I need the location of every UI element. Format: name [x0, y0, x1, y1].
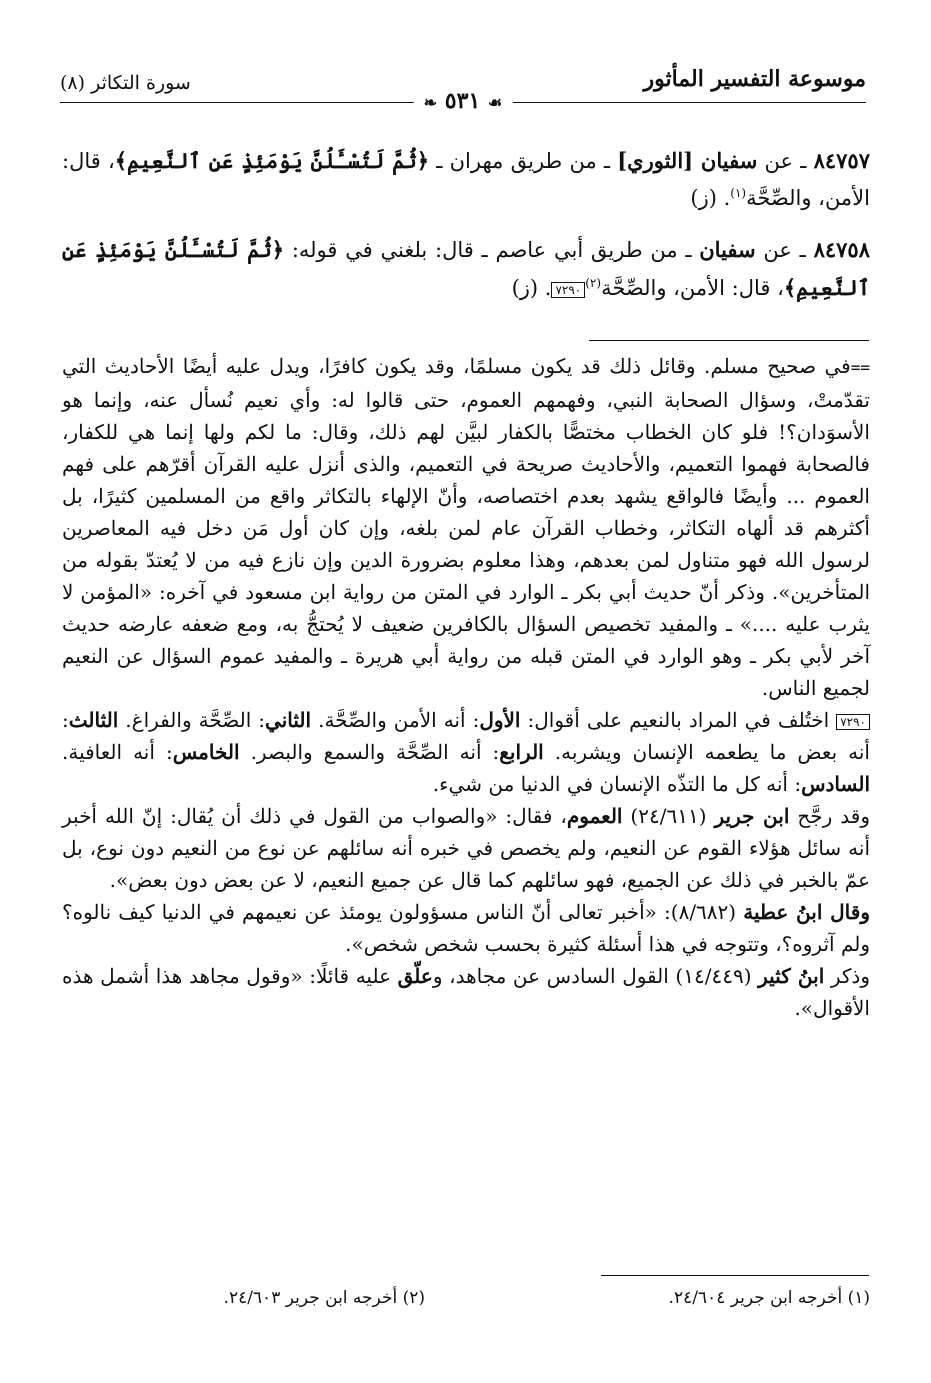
note-text: وذكر	[824, 964, 871, 988]
page-number-box	[414, 88, 513, 114]
entry-84757	[62, 142, 870, 217]
surah-title: سورة التكاثر (٨)	[60, 72, 191, 94]
opinion-label: الخامس	[172, 740, 240, 764]
page-number: ٥٣١	[444, 88, 481, 114]
book-title: موسوعة التفسير المأثور	[643, 66, 866, 92]
note-paragraph-4	[62, 896, 870, 960]
narrator-name: سفيان	[699, 237, 756, 262]
entry-number: ٨٤٧٥٨	[813, 237, 870, 262]
note-paragraph-2	[62, 704, 870, 800]
scholar-name: ابنُ كثير	[758, 964, 825, 988]
opinion-label: السادس	[801, 772, 870, 796]
note-marker-box: ٧٢٩٠	[836, 714, 870, 730]
footnote-ref: (١)	[730, 186, 747, 200]
opinion-label: الثاني	[265, 708, 312, 732]
quran-verse: ﴿ثُمَّ لَتُسْـَٔلُنَّ يَوْمَئِذٍ عَنِ ٱلنَّعِيمِ﴾	[114, 148, 430, 173]
entry-prefix: ـ عن	[757, 149, 814, 173]
opinion-label: الثالث	[68, 708, 119, 732]
opinion-label: الرابع	[499, 740, 544, 764]
commentary-notes	[62, 350, 870, 1024]
entry-prefix: ـ عن	[755, 238, 814, 262]
main-text	[62, 142, 870, 321]
ornament-left-icon: ❧	[423, 93, 438, 112]
note-text: اختُلف في المراد بالنعيم على أقوال:	[520, 708, 837, 732]
ornament-right-icon: ☙	[487, 93, 503, 112]
opinion-label: الأول	[479, 708, 521, 732]
section-divider	[589, 340, 869, 341]
note-text: ، فقال: «والصواب من القول في ذلك أن يُقال: إنّ الله أخبر أنه سائل هؤلاء القوم عن النعيم، ولم يخصص في خبره أنه سائلهم عن نوع من النعيم دون نوع، بل عمّ بالخبر في ذلك عن الجميع، فهو سائلهم كما قال عن جميع النعيم، لا عن بعض دون بعض».	[62, 804, 871, 892]
note-marker-box: ٧٢٩٠	[551, 282, 585, 298]
note-text: : أنه العافية.	[62, 740, 173, 764]
quran-verse: ﴿ثُمَّ لَتُسْـَٔلُنَّ يَوْمَئِذٍ عَنِ ٱلنَّعِيمِ﴾	[62, 237, 870, 300]
entry-chain: ـ من طريق أبي عاصم ـ قال: بلغني في قوله:	[284, 238, 700, 262]
note-text: : أنه بعض ما يطعمه الإنسان ويشربه.	[62, 708, 870, 764]
note-bold: وقال	[822, 900, 870, 924]
entry-source: . (ز)	[690, 186, 731, 210]
entry-text: ، قال: الأمن، والصِّحَّة	[601, 276, 784, 300]
note-ref: (٢٤/٦١١)	[622, 804, 715, 828]
footnote-ref: (٢)	[585, 276, 602, 290]
note-text: (٨/٦٨٢): «أخبر تعالى أنّ الناس مسؤولون يومئذ عن نعيمهم في الدنيا كيف نالوه؟ ولم آثروه؟، وتتوجه في هذا أسئلة كثيرة بحسب شخص شخص».	[62, 900, 870, 956]
narrator-name: سفيان [الثوري]	[617, 148, 758, 173]
entry-text: ، قال: الأمن، والصِّحَّة	[62, 149, 870, 210]
entry-source: . (ز)	[511, 276, 552, 300]
note-text: : أنه الأمن والصِّحَّة.	[311, 708, 480, 732]
note-paragraph-5	[62, 960, 870, 1024]
page-header	[60, 58, 866, 122]
scholar-name: ابنُ عطية	[743, 900, 823, 924]
entry-84758	[62, 231, 870, 307]
footnote-rule	[601, 1275, 869, 1276]
note-text: في صحيح مسلم. وقائل ذلك قد يكون مسلمًا، وقد يكون كافرًا، ويدل عليه أيضًا الأحاديث التي تقدّمتْ، وسؤال الصحابة النبي، وفهمهم العموم، حتى قالوا له: وأي نعيم نُسأل عنه، وإنما هو الأسوَدان؟! فلو كان الخطاب مختصًّا بالكفار لبيَّن لهم ذلك، وقال: ما لكم ولها إنما هي للكفار، فالصحابة فهموا التعميم، والأحاديث صريحة في التعميم، والذى أنزل عليه القرآن أقرّهم على فهم العموم ... وأيضًا فالواقع يشهد بعدم اختصاصه، وأنّ الإلهاء بالتكاثر واقع من المسلمين كثيرًا، بل أكثرهم قد ألهاه التكاثر، وخطاب القرآن عام لمن بلغه، وإن كان أول مَن دخل فيه المعاصرين لرسول الله فهو متناول لمن بعدهم، وهذا معلوم بضرورة الدين وإن نازع فيه من لا يُعتدّ بقوله من المتأخرين». وذكر أنّ حديث أبي بكر ـ الوارد في المتن من رواية ابن مسعود في آخره: «المؤمن لا يثرب عليه ....» ـ والمفيد تخصيص السؤال بالكافرين ضعيف لا يُحتجُّ به، ومع ضعفه عارضه حديث آخر لأبي بكر ـ وهو الوارد في المتن قبله من رواية أبي هريرة ـ والمفيد عموم السؤال عن النعيم لجميع الناس.	[62, 354, 871, 700]
note-text: : أنه كل ما التذّه الإنسان في الدنيا من شيء.	[432, 772, 802, 796]
entry-chain: ـ من طريق مهران ـ	[429, 149, 618, 173]
continuation-mark: ==	[850, 358, 870, 377]
note-text: : أنه الصِّحَّة والسمع والبصر.	[239, 740, 500, 764]
note-bold: العموم	[566, 804, 623, 828]
footnote-1: (١) أخرجه ابن جرير ٢٤/٦٠٤.	[668, 1288, 870, 1308]
note-text: : الصِّحَّة والفراغ.	[118, 708, 266, 732]
note-paragraph-1	[62, 350, 870, 704]
note-bold: علّق	[397, 964, 433, 988]
note-text: عليه قائلًا: «وقول مجاهد هذا أشمل هذه الأقوال».	[62, 964, 870, 1020]
note-text: (١٤/٤٤٩) القول السادس عن مجاهد، و	[432, 964, 759, 988]
note-text: وقد رجَّح	[789, 804, 870, 828]
footnote-2: (٢) أخرجه ابن جرير ٢٤/٦٠٣.	[223, 1288, 425, 1308]
note-paragraph-3	[62, 800, 870, 896]
entry-number: ٨٤٧٥٧	[813, 148, 870, 173]
scholar-name: ابن جرير	[714, 804, 790, 828]
